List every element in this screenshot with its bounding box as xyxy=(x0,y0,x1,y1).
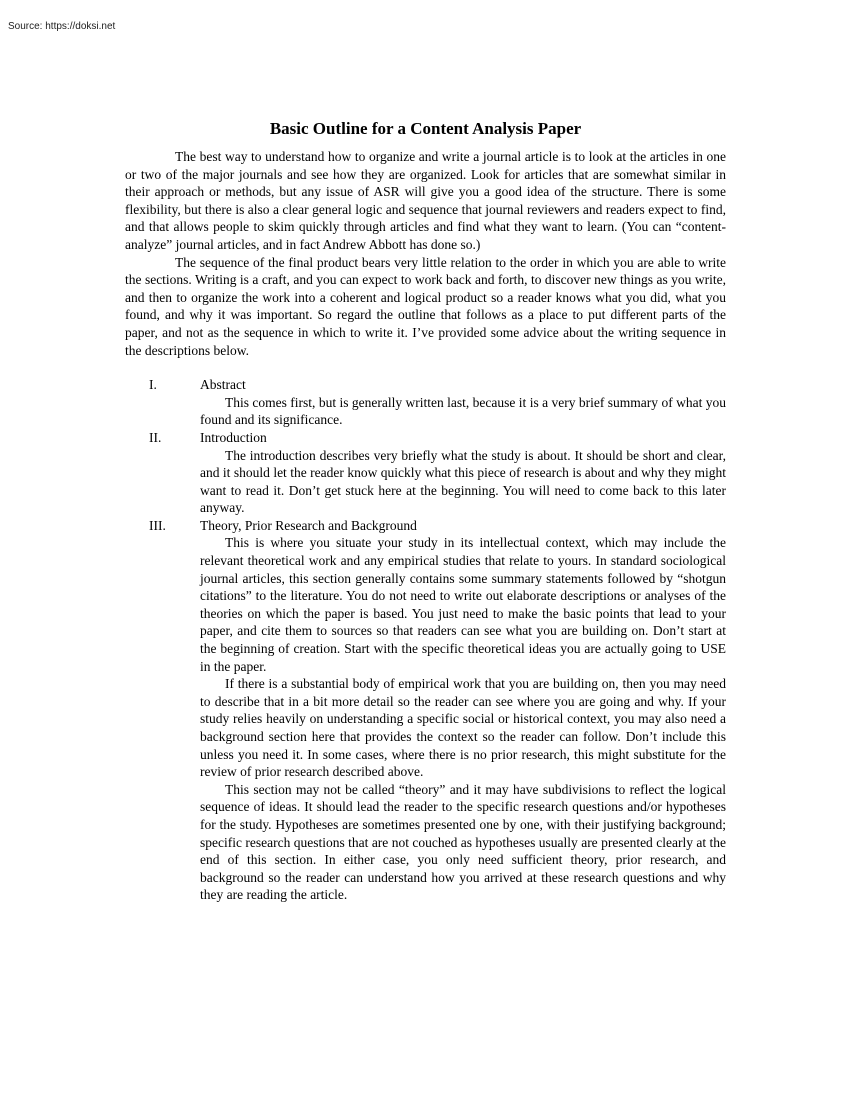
section-paragraph: If there is a substantial body of empirical work that you are building on, then you may need to describe that in a bit more detail so the reader can see where you are going and why. If your study relies heavily on understanding a specific social or historical context, you may also need a background section here that provides the context so the reader can follow. Don’t include this unless you need it. In some cases, where there is no prior research, this might substitute for the review of prior research described above. xyxy=(200,676,726,780)
section-heading: Introduction xyxy=(200,429,267,445)
outline-section-introduction xyxy=(125,429,726,517)
section-paragraph: This comes first, but is generally written last, because it is a very brief summary of what you found and its significance. xyxy=(200,394,726,428)
section-number: I. xyxy=(149,377,157,393)
section-paragraph: This is where you situate your study in its intellectual context, which may include the relevant theoretical work and any empirical studies that relate to yours. In standard sociological journal articles, this section generally contains some summary statements followed by “shotgun citations” to the literature. You do not need to write out elaborate descriptions or analyses of the theories on which the paper is based. You just need to make the basic points that lead to your paper, and cite them to sources so that readers can see what you are building on. Don’t start at the beginning of creation. Start with the specific theoretical ideas you are actually going to USE in the paper. xyxy=(200,535,726,674)
section-paragraph: This section may not be called “theory” and it may have subdivisions to reflect the logical sequence of ideas. It should lead the reader to the specific research questions and/or hypotheses for the study. Hypotheses are sometimes presented one by one, with their justifying background; specific research questions that are not couched as hypotheses usually are presented clearly at the end of this section. In either case, you only need sufficient theory, prior research, and background so the reader can understand how you arrived at these research questions and why they are reading the article. xyxy=(200,781,726,903)
section-number: III. xyxy=(149,517,166,533)
intro-paragraph-1: The best way to understand how to organize and write a journal article is to look at the articles in one or two of the major journals and see how they are organized. Look for articles that are somewhat similar in their approach or methods, but any issue of ASR will give you a good idea of the structure. There is some flexibility, but there is also a clear general logic and sequence that journal reviewers and readers expect to find, and that allows people to skim quickly through articles and find what they want to learn. (You can “content-analyze” journal articles, and in fact Andrew Abbott has done so.) xyxy=(125,149,726,252)
section-heading: Theory, Prior Research and Background xyxy=(200,517,417,533)
document-title: Basic Outline for a Content Analysis Paper xyxy=(269,119,582,138)
source-label: Source: https://doksi.net xyxy=(8,21,116,32)
section-number: II. xyxy=(149,429,162,445)
outline-section-theory xyxy=(125,517,726,904)
document-page xyxy=(125,119,726,904)
outline-section-abstract xyxy=(125,376,726,429)
section-heading: Abstract xyxy=(200,377,246,393)
spacer xyxy=(125,359,726,376)
intro-paragraph-2: The sequence of the final product bears very little relation to the order in which you are able to write the sections. Writing is a craft, and you can expect to work back and forth, to discover new things as you write, and then to organize the work into a coherent and logical product so a reader knows what you did, what you found, and why it was important. So regard the outline that follows as a place to put different parts of the paper, and not as the sequence in which to write it. I’ve provided some advice about the writing sequence in the descriptions below. xyxy=(125,254,726,358)
section-paragraph: The introduction describes very briefly what the study is about. It should be short and clear, and it should let the reader know quickly what this piece of research is about and why they might want to read it. Don’t get stuck here at the beginning. You will need to come back to this later anyway. xyxy=(200,447,726,516)
